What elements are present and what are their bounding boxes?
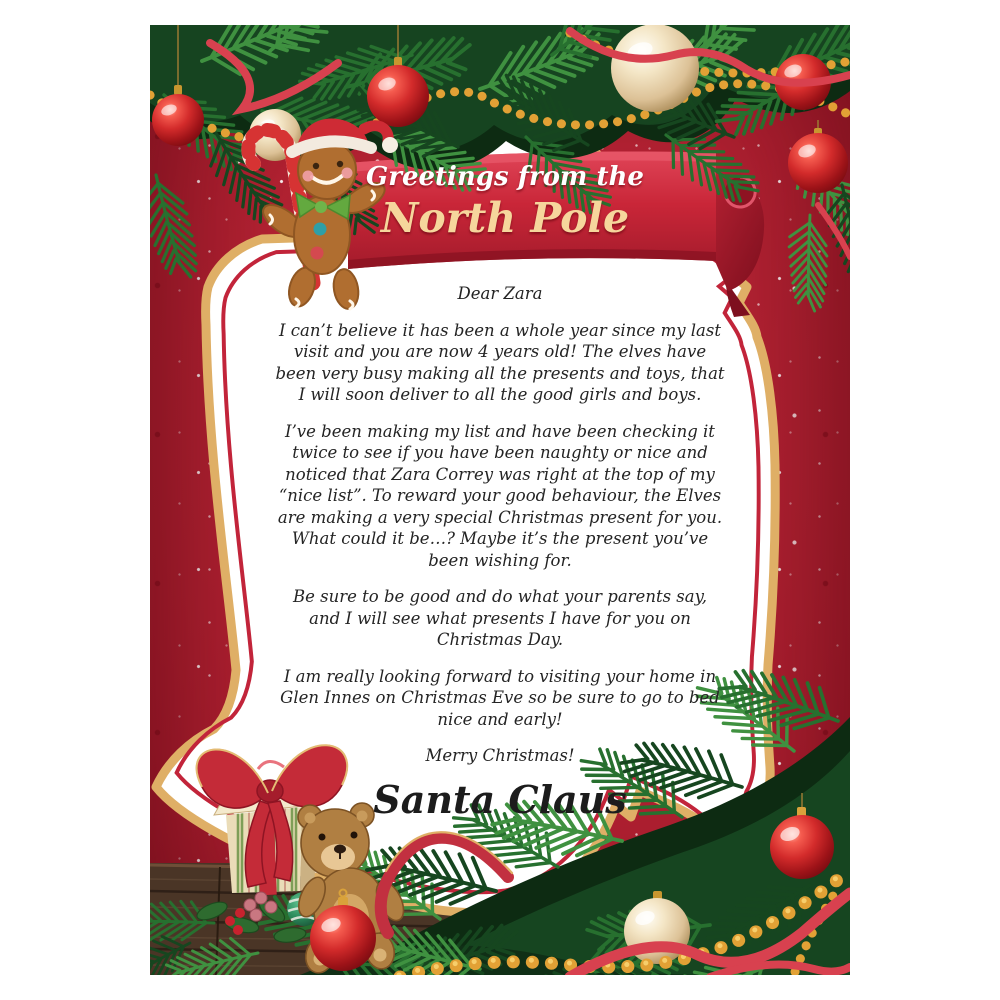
letter-paragraph: Be sure to be good and do what your parents say, and I will see what presents I have for you on Christmas Day. — [293, 587, 707, 649]
red-ornament — [788, 128, 848, 193]
letter-body — [275, 283, 725, 837]
letter-paragraph: I am really looking forward to visiting your home in Glen Innes on Christmas Eve so be sure to go to bed nice and early! — [280, 666, 720, 729]
letter-paragraph: I’ve been making my list and have been checking it twice to see if you have been naughty or nice and noticed that Zara Correy was right at the top of my “nice list”. To reward your good behaviour, the Elves are making a very special Christmas present for you. What could it be…? Maybe it’s the present you’ve been wishing for. — [277, 421, 723, 570]
banner-text — [340, 163, 670, 241]
closing: Merry Christmas! — [425, 746, 575, 765]
banner-title: North Pole — [380, 193, 630, 242]
santa-letter-card — [150, 25, 850, 975]
letter-paragraph: I can’t believe it has been a whole year since my last visit and you are now 4 years old! The elves have been very busy making all the presents and toys, that I will soon deliver to all the good girls and boys. — [275, 320, 725, 404]
banner-greeting: Greetings from the — [366, 162, 644, 192]
cream-ornament — [611, 25, 699, 112]
salutation: Dear Zara — [457, 284, 543, 303]
signature: Santa Claus — [373, 776, 627, 822]
